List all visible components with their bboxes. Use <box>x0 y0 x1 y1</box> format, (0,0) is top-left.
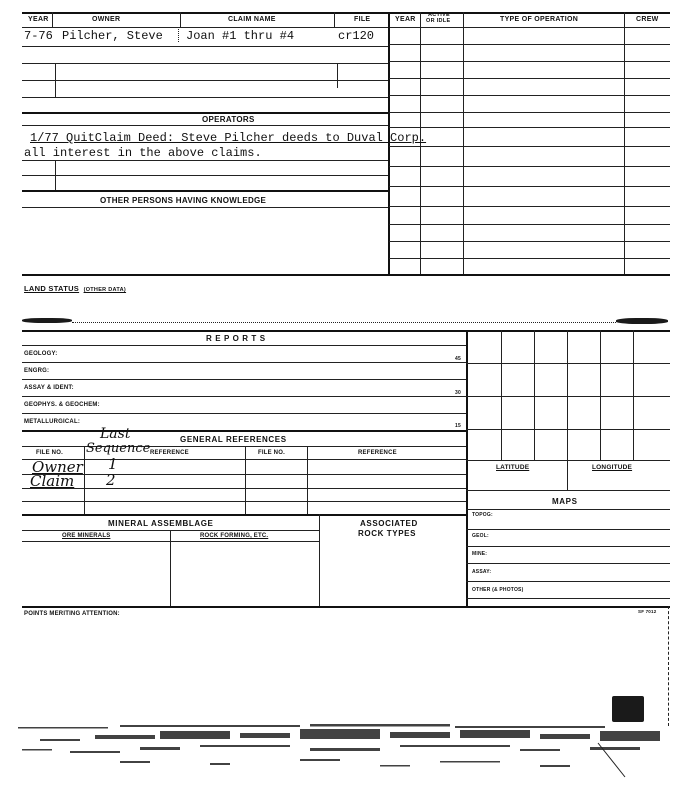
top-border <box>22 12 670 14</box>
row-line <box>389 78 670 79</box>
header-owner: OWNER <box>92 16 121 23</box>
row-line <box>389 44 670 45</box>
mineral-assemblage-title: MINERAL ASSEMBLAGE <box>108 519 214 528</box>
refs-file-no-2: FILE NO. <box>258 450 285 456</box>
mineral-divider <box>319 514 320 606</box>
row-line <box>389 166 670 167</box>
refs-column-divider <box>307 446 308 514</box>
row-line <box>466 598 670 599</box>
row-line <box>22 488 466 489</box>
latitude-label: LATITUDE <box>496 464 530 471</box>
record-claim-name: Joan #1 thru #4 <box>186 29 295 43</box>
operators-title-rule <box>22 125 388 126</box>
land-status-label <box>24 278 126 296</box>
row-line <box>466 529 670 530</box>
header-or-idle: OR IDLE <box>426 18 451 24</box>
row-divider <box>178 29 179 42</box>
row-line <box>389 95 670 96</box>
row-line <box>22 160 388 161</box>
row-line <box>22 379 466 380</box>
row-divider <box>55 63 56 97</box>
top-section-bottom-border <box>22 274 670 276</box>
row-line <box>22 63 388 64</box>
map-geol: GEOL: <box>472 533 489 539</box>
right-divider <box>624 12 625 274</box>
grid-line <box>466 396 670 397</box>
mineral-column-divider <box>170 530 171 606</box>
report-geology: GEOLOGY: <box>24 351 58 357</box>
row-line <box>22 396 466 397</box>
reports-bottom-rule <box>22 430 466 432</box>
grid-line <box>466 429 670 430</box>
rock-forming-label: ROCK FORMING, ETC. <box>200 533 269 539</box>
row-line <box>466 581 670 582</box>
header-bottom-rule <box>22 27 670 28</box>
report-metallurgical: METALLURGICAL: <box>24 419 81 425</box>
map-topog: TOPOG: <box>472 512 493 518</box>
row-divider <box>337 63 338 88</box>
report-geophys: GEOPHYS. & GEOCHEM: <box>24 402 100 408</box>
rock-types-label: ROCK TYPES <box>358 529 417 538</box>
grid-number-45: 45 <box>455 356 461 362</box>
row-line <box>22 46 388 47</box>
scan-smudge <box>22 318 72 323</box>
header-file: FILE <box>354 16 371 23</box>
record-owner: Pilcher, Steve <box>62 29 163 43</box>
row-line <box>22 362 466 363</box>
row-line <box>466 563 670 564</box>
maps-title: MAPS <box>552 497 578 506</box>
other-persons-top-rule <box>22 190 388 192</box>
header-claim-name: CLAIM NAME <box>228 16 276 23</box>
header-divider <box>52 12 53 27</box>
row-line <box>22 413 466 414</box>
handwritten-num-1: 1 <box>108 455 118 473</box>
row-line <box>22 474 466 475</box>
map-mine: MINE: <box>472 551 488 557</box>
coords-bottom-rule <box>466 490 670 491</box>
handwritten-last: Last <box>100 426 131 442</box>
refs-file-no: FILE NO. <box>36 450 63 456</box>
row-line <box>22 459 466 460</box>
row-line <box>389 61 670 62</box>
grid-line <box>600 330 601 460</box>
longitude-label: LONGITUDE <box>592 464 633 471</box>
row-line <box>389 186 670 187</box>
right-edge-line <box>668 606 669 726</box>
map-other: OTHER (& PHOTOS) <box>472 587 524 593</box>
row-line <box>22 501 466 502</box>
operators-title: OPERATORS <box>202 115 255 124</box>
grid-line <box>534 330 535 460</box>
handwritten-num-2: 2 <box>106 471 116 489</box>
grid-number-30: 30 <box>455 390 461 396</box>
grid-line <box>466 363 670 364</box>
operators-line-1: 1/77 QuitClaim Deed: Steve Pilcher deeds to Duval Corp. <box>30 131 427 145</box>
row-line <box>389 258 670 259</box>
report-assay-ident: ASSAY & IDENT: <box>24 385 74 391</box>
record-file: cr120 <box>338 29 375 43</box>
mineral-bottom-rule <box>22 606 670 608</box>
scan-smudge <box>616 318 668 324</box>
header-divider <box>334 12 335 27</box>
row-line <box>389 206 670 207</box>
operators-top-rule <box>22 112 388 114</box>
row-line <box>389 127 670 128</box>
general-references-title: GENERAL REFERENCES <box>180 435 287 444</box>
reports-title-rule <box>22 345 466 346</box>
row-line <box>389 224 670 225</box>
map-assay: ASSAY: <box>472 569 492 575</box>
grid-line <box>633 330 634 460</box>
associated-label: ASSOCIATED <box>360 519 418 528</box>
points-meriting-attention: POINTS MERITING ATTENTION: <box>24 611 120 617</box>
right-divider <box>463 12 464 274</box>
header-type-of-operation: TYPE OF OPERATION <box>500 16 579 23</box>
separator-line <box>72 322 616 323</box>
row-line <box>466 546 670 547</box>
ore-minerals-label: ORE MINERALS <box>62 533 111 539</box>
handwritten-owner: Owner <box>32 458 83 476</box>
row-line <box>389 241 670 242</box>
row-line <box>389 112 670 113</box>
header-active: ACTIVE <box>428 12 450 18</box>
refs-reference-2: REFERENCE <box>358 450 397 456</box>
grid-line <box>466 460 670 461</box>
header-crew: CREW <box>636 16 659 23</box>
other-persons-title: OTHER PERSONS HAVING KNOWLEDGE <box>100 196 267 205</box>
grid-line <box>501 330 502 460</box>
reports-title: R E P O R T S <box>206 334 266 343</box>
operators-line-2: all interest in the above claims. <box>24 146 262 160</box>
handwritten-claim: Claim <box>30 472 75 490</box>
report-engrg: ENGRG: <box>24 368 50 374</box>
row-line <box>389 146 670 147</box>
other-persons-title-rule <box>22 207 388 208</box>
reports-top-border <box>22 330 670 332</box>
land-status-sub: (OTHER DATA) <box>83 287 127 293</box>
handwritten-sequence: Sequence <box>86 441 151 456</box>
land-status-text: LAND STATUS <box>24 284 80 293</box>
row-line <box>466 509 670 510</box>
form-code: SF 7012 <box>638 609 657 614</box>
grid-line <box>567 330 568 490</box>
refs-reference: REFERENCE <box>150 450 189 456</box>
refs-column-divider <box>245 446 246 514</box>
row-divider <box>55 160 56 190</box>
header-divider <box>180 12 181 27</box>
row-line <box>22 175 388 176</box>
scan-noise-strip <box>0 715 678 785</box>
mineral-top-rule <box>22 514 466 516</box>
header-year-right: YEAR <box>395 16 416 23</box>
refs-column-divider <box>84 446 85 514</box>
header-year: YEAR <box>28 16 49 23</box>
row-line <box>22 80 388 81</box>
row-line <box>22 97 388 98</box>
reports-right-divider <box>466 330 468 606</box>
grid-number-15: 15 <box>455 423 461 429</box>
record-year: 7-76 <box>24 29 53 43</box>
